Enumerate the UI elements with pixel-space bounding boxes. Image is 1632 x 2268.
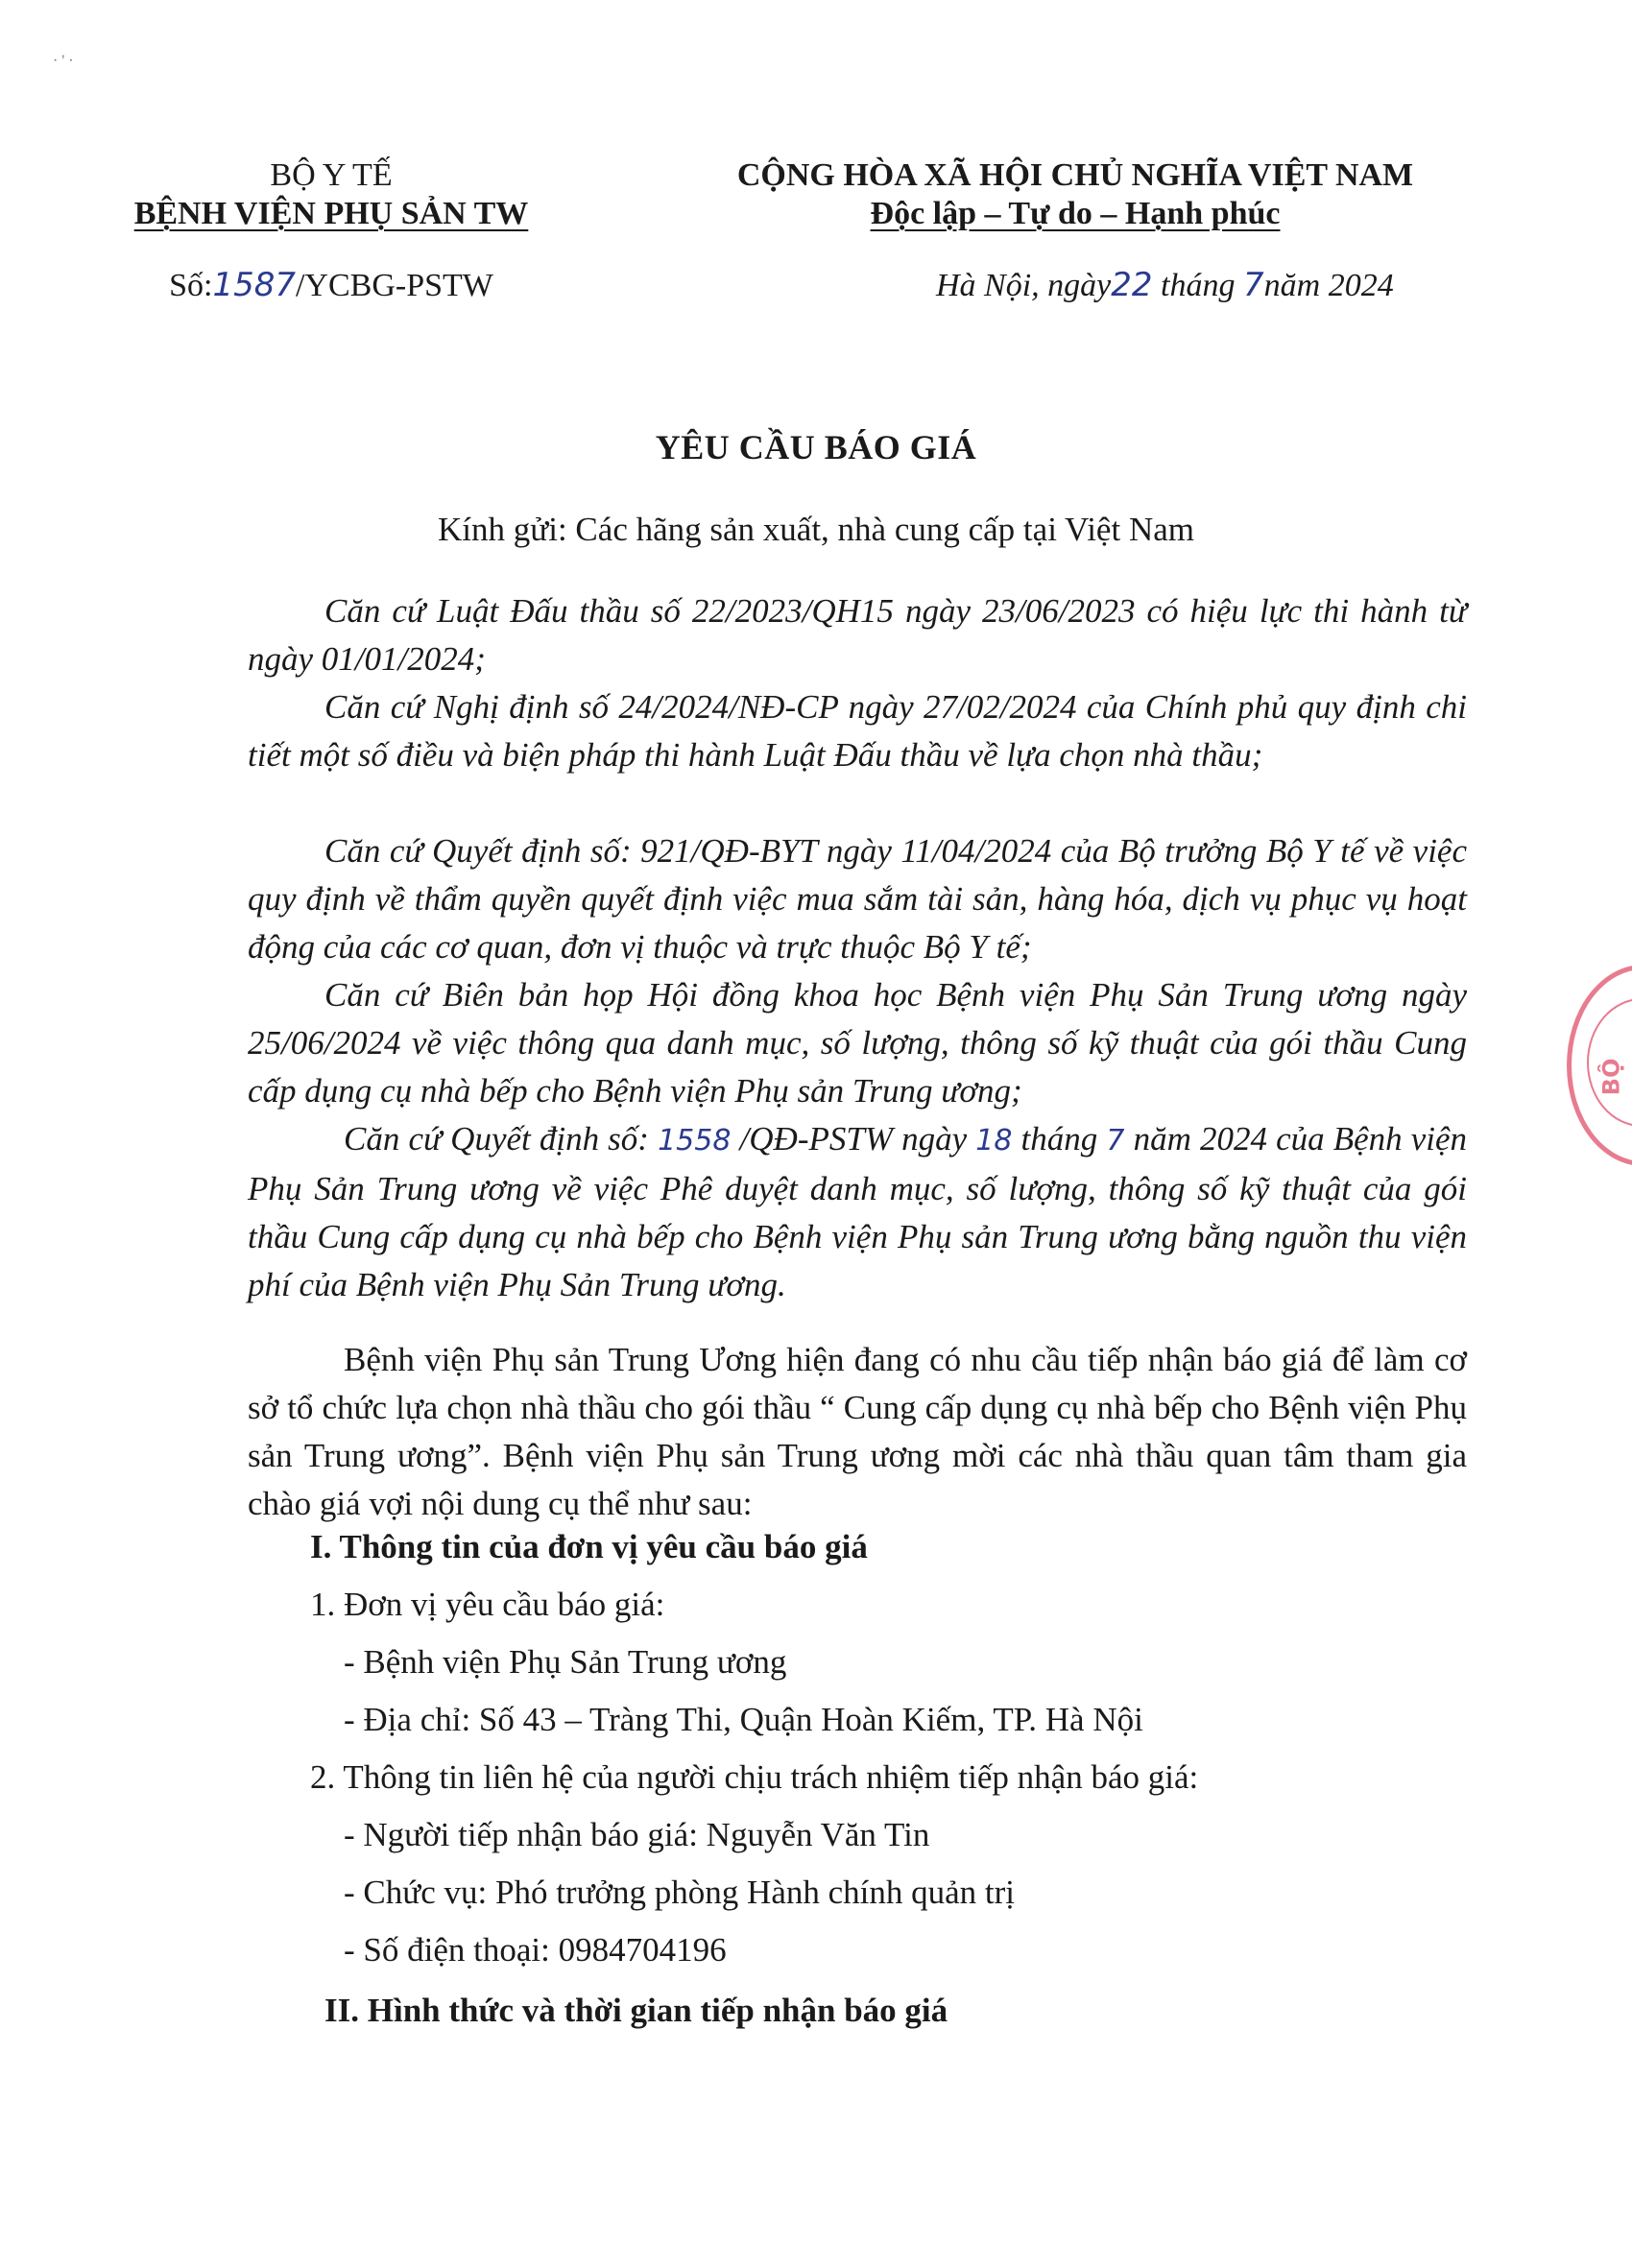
hospital-name xyxy=(0,195,662,233)
section-1-item-2: 2. Thông tin liên hệ của người chịu trách nhiệm tiếp nhận báo giá: xyxy=(310,1758,1199,1796)
ministry-name: BỘ Y TẾ xyxy=(270,157,393,193)
motto xyxy=(706,195,1445,233)
date-day: 22 xyxy=(1111,266,1153,304)
date-place: Hà Nội, ngày xyxy=(936,268,1112,303)
decision-month: 7 xyxy=(1106,1124,1125,1158)
date-month: 7 xyxy=(1243,266,1264,304)
contact-position: - Chức vụ: Phó trưởng phòng Hành chính quản trị xyxy=(344,1874,1016,1911)
basis-council-minutes: Căn cứ Biên bản họp Hội đồng khoa học Bệnh viện Phụ Sản Trung ương ngày 25/06/2024 về việc thông qua danh mục, số lượng, thông số kỹ thuật của gói thầu Cung cấp dụng cụ nhà bếp cho Bệnh viện Phụ sản Trung ương; xyxy=(248,976,1467,1110)
motto-text: Độc lập – Tự do – Hạnh phúc xyxy=(870,196,1281,231)
basis-decree: Căn cứ Nghị định số 24/2024/NĐ-CP ngày 27/02/2024 của Chính phủ quy định chi tiết một số điều và biện pháp thi hành Luật Đấu thầu về lựa chọn nhà thầu; xyxy=(248,688,1467,774)
contact-phone: - Số điện thoại: 0984704196 xyxy=(344,1931,727,1969)
decision-day: 18 xyxy=(975,1124,1013,1158)
section-1-heading: I. Thông tin của đơn vị yêu cầu báo giá xyxy=(310,1528,868,1565)
hospital-name-text: BỆNH VIỆN PHỤ SẢN TW xyxy=(133,196,529,231)
date-month-label: tháng xyxy=(1161,268,1236,303)
scan-specks: · ' · xyxy=(53,53,74,69)
document-title: YÊU CẦU BÁO GIÁ xyxy=(655,428,977,466)
basis-decision-byt: Căn cứ Quyết định số: 921/QĐ-BYT ngày 11/04/2024 của Bộ trưởng Bộ Y tế về việc quy định về thẩm quyền quyết định việc mua sắm tài sản, hàng hóa, dịch vụ phục vụ hoạt động của các cơ quan, đơn vị thuộc và trực thuộc Bộ Y tế; xyxy=(248,832,1467,966)
decision-month-label: tháng xyxy=(1020,1120,1098,1158)
decision-suffix: /QĐ-PSTW ngày xyxy=(739,1120,968,1158)
section-1-item-1: 1. Đơn vị yêu cầu báo giá: xyxy=(310,1586,665,1623)
basis-law: Căn cứ Luật Đấu thầu số 22/2023/QH15 ngày 23/06/2023 có hiệu lực thi hành từ ngày 01/01/2024; xyxy=(248,592,1467,678)
section-2-heading: II. Hình thức và thời gian tiếp nhận báo giá xyxy=(324,1992,948,2029)
requester-name: - Bệnh viện Phụ Sản Trung ương xyxy=(344,1643,787,1681)
basis-decision-pstw xyxy=(248,1115,1467,1309)
country-name: CỘNG HÒA XÃ HỘI CHỦ NGHĨA VIỆT NAM xyxy=(736,157,1414,193)
number-prefix: Số: xyxy=(169,268,213,303)
contact-person: - Người tiếp nhận báo giá: Nguyễn Văn Tin xyxy=(344,1816,930,1853)
document-date xyxy=(936,266,1394,305)
date-year: năm 2024 xyxy=(1263,268,1394,303)
intro-paragraph: Bệnh viện Phụ sản Trung Ương hiện đang có nhu cầu tiếp nhận báo giá để làm cơ sở tổ chức lựa chọn nhà thầu cho gói thầu “ Cung cấp dụng cụ nhà bếp cho Bệnh viện Phụ sản Trung ương”. Bệnh viện Phụ sản Trung ương mời các nhà thầu quan tâm tham gia chào giá vợi nội dung cụ thể như sau: xyxy=(248,1341,1467,1522)
red-seal-stamp xyxy=(1567,965,1632,1166)
number-handwritten: 1587 xyxy=(212,266,296,304)
greeting: Kính gửi: Các hãng sản xuất, nhà cung cấp tại Việt Nam xyxy=(438,511,1194,548)
decision-prefix: Căn cứ Quyết định số: xyxy=(344,1120,649,1158)
decision-number: 1558 xyxy=(658,1124,732,1158)
number-suffix: /YCBG-PSTW xyxy=(295,268,493,303)
document-number xyxy=(0,266,662,305)
red-seal-text: BỘ xyxy=(1597,1058,1625,1096)
decision-rest: năm 2024 của Bệnh viện Phụ Sản Trung ương về việc Phê duyệt danh mục, số lượng, thông số kỹ thuật của gói thầu Cung cấp dụng cụ nhà bếp cho Bệnh viện Phụ sản Trung ương bằng nguồn thu viện phí của Bệnh viện Phụ Sản Trung ương. xyxy=(248,1120,1468,1303)
requester-address: - Địa chỉ: Số 43 – Tràng Thi, Quận Hoàn Kiếm, TP. Hà Nội xyxy=(344,1701,1143,1738)
